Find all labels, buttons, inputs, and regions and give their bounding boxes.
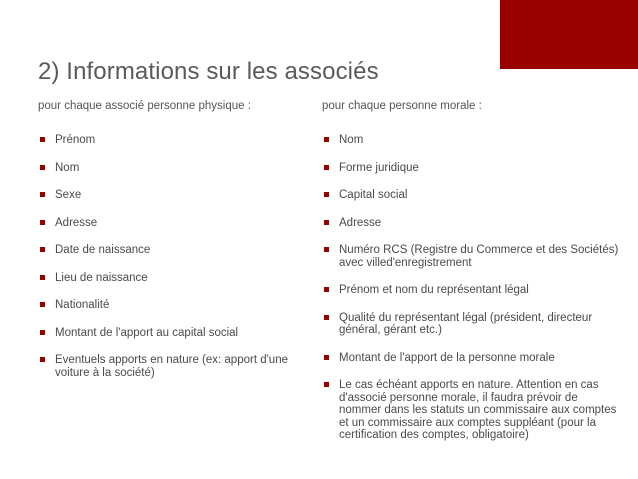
- list-item-text: Nom: [339, 134, 364, 146]
- list-item: [38, 299, 310, 312]
- list-item-text: Prénom: [55, 134, 96, 146]
- bullet-square-icon: [40, 275, 45, 280]
- list-item-text: Eventuels apports en nature (ex: apport d'une voiture à la société): [55, 354, 288, 379]
- right-column-heading: pour chaque personne morale :: [322, 100, 482, 112]
- bullet-square-icon: [40, 137, 45, 142]
- list-item-text: Prénom et nom du représentant légal: [339, 284, 529, 296]
- list-item: [322, 284, 622, 297]
- bullet-square-icon: [40, 247, 45, 252]
- list-item-text: Forme juridique: [339, 161, 419, 174]
- bullet-square-icon: [324, 220, 329, 225]
- list-item-text: Montant de l'apport de la personne morale: [339, 351, 555, 364]
- list-item: [38, 134, 310, 147]
- bullet-square-icon: [324, 287, 329, 292]
- list-item-text: Montant de l'apport au capital social: [55, 326, 239, 339]
- list-item-text: Date de naissance: [55, 244, 151, 256]
- bullet-square-icon: [324, 192, 329, 197]
- list-item-text: Nationalité: [55, 299, 110, 311]
- left-column-heading: pour chaque associé personne physique :: [38, 100, 251, 112]
- list-item-text: Numéro RCS (Registre du Commerce et des Sociétés) avec villed'enregistrement: [339, 244, 619, 269]
- left-bullet-list: [38, 134, 310, 394]
- list-item-text: Adresse: [339, 216, 382, 229]
- bullet-square-icon: [324, 382, 329, 387]
- list-item: [322, 189, 622, 202]
- list-item-text: Nom: [55, 161, 80, 174]
- list-item: [38, 189, 310, 202]
- list-item-text: Qualité du représentant légal (président, directeur général, gérant etc.): [339, 311, 593, 336]
- bullet-square-icon: [40, 220, 45, 225]
- list-item-text: Capital social: [339, 189, 408, 201]
- list-item-text: Adresse: [55, 216, 98, 229]
- list-item: [322, 379, 622, 442]
- bullet-square-icon: [324, 165, 329, 170]
- accent-block: [500, 0, 638, 69]
- list-item: [322, 312, 622, 337]
- list-item: [322, 244, 622, 269]
- list-item: [38, 354, 310, 379]
- right-bullet-list: [322, 134, 622, 457]
- list-item: [322, 162, 622, 175]
- list-item-text: Lieu de naissance: [55, 271, 148, 284]
- bullet-square-icon: [40, 330, 45, 335]
- bullet-square-icon: [40, 302, 45, 307]
- list-item-text: Sexe: [55, 189, 82, 201]
- bullet-square-icon: [324, 315, 329, 320]
- list-item: [38, 217, 310, 230]
- bullet-square-icon: [324, 355, 329, 360]
- bullet-square-icon: [40, 165, 45, 170]
- bullet-square-icon: [40, 192, 45, 197]
- bullet-square-icon: [324, 137, 329, 142]
- list-item: [322, 134, 622, 147]
- list-item: [322, 352, 622, 365]
- list-item: [38, 162, 310, 175]
- slide-title: 2) Informations sur les associés: [38, 58, 379, 85]
- bullet-square-icon: [40, 357, 45, 362]
- list-item: [322, 217, 622, 230]
- list-item: [38, 244, 310, 257]
- list-item-text: Le cas échéant apports en nature. Attention en cas d'associé personne morale, il faudra prévoir de nommer dans les statuts un commissaire aux comptes et un commissaire aux comptes suppléant (pour la certification des comptes, obligatoire): [339, 379, 617, 441]
- bullet-square-icon: [324, 247, 329, 252]
- list-item: [38, 327, 310, 340]
- list-item: [38, 272, 310, 285]
